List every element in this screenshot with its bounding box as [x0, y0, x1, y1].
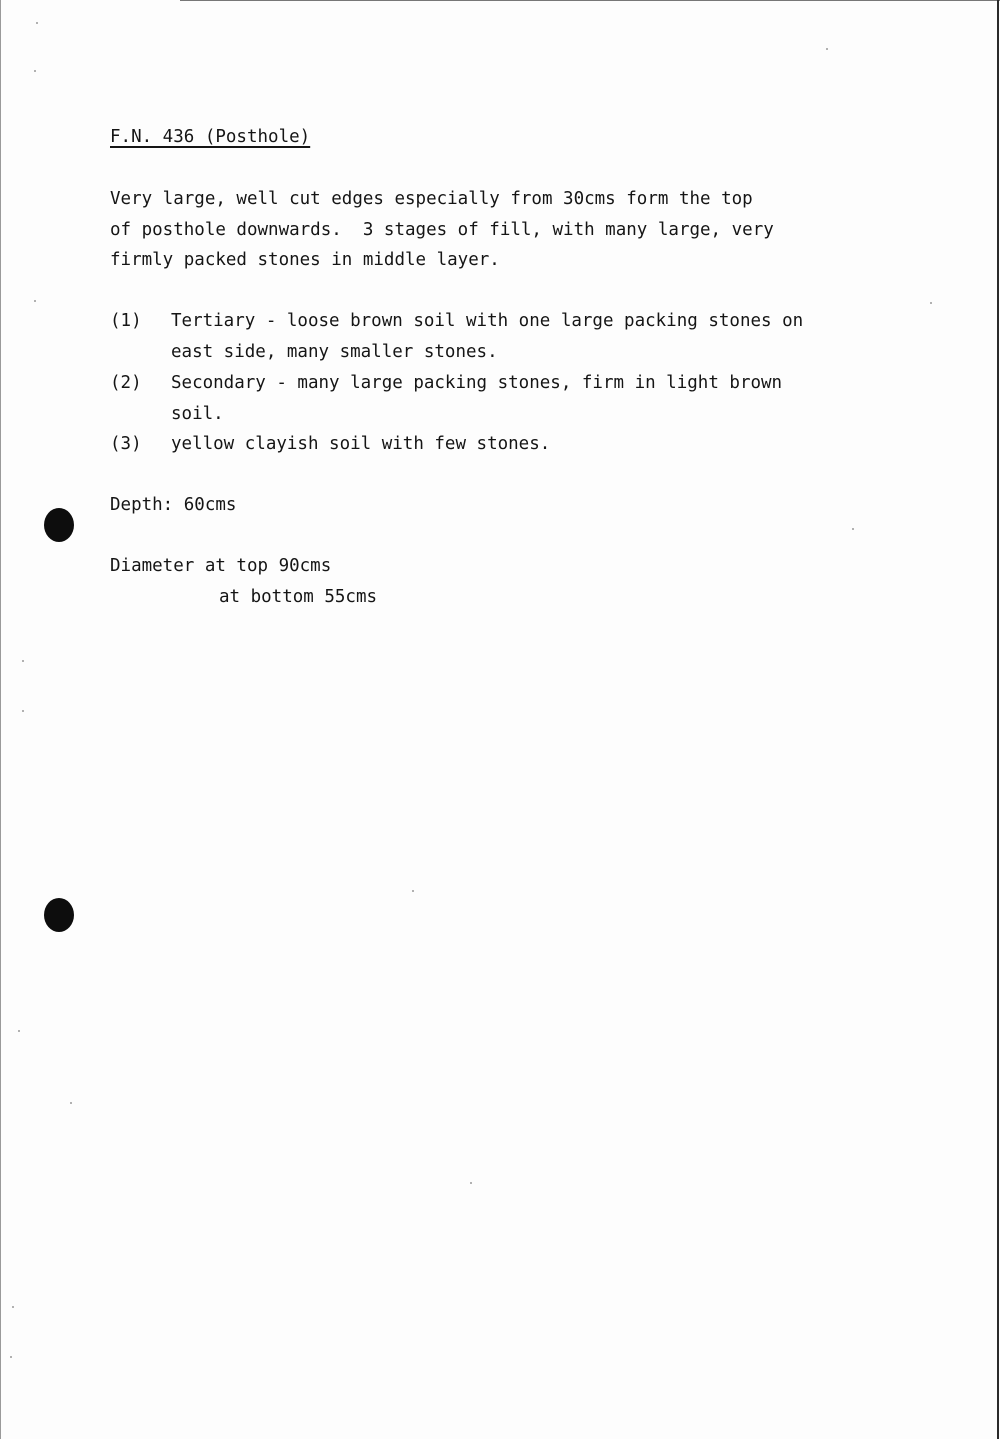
fill-layer-text — [171, 368, 782, 429]
description-line: Very large, well cut edges especially from 30cms form the top — [110, 189, 753, 209]
scan-speck — [34, 70, 36, 72]
fill-layer-number: (3) — [110, 434, 142, 454]
scan-speck — [36, 22, 38, 24]
record-heading: F.N. 436 (Posthole) — [110, 127, 311, 147]
scan-speck — [930, 302, 932, 304]
scan-speck — [852, 528, 854, 530]
fill-layer-text — [171, 429, 550, 460]
diameter-top-measurement: Diameter at top 90cms — [110, 556, 332, 576]
punch-hole-upper — [44, 508, 74, 542]
punch-hole-lower — [44, 898, 74, 932]
posthole-description — [110, 184, 774, 276]
scan-speck — [34, 300, 36, 302]
scan-speck — [470, 1182, 472, 1184]
page-right-edge — [997, 0, 999, 1439]
fill-layer-line: east side, many smaller stones. — [171, 341, 498, 362]
scan-speck — [22, 660, 24, 662]
scan-speck — [70, 1102, 72, 1104]
fill-layer-line: Secondary - many large packing stones, firm in light brown — [171, 373, 783, 393]
scan-speck — [12, 1306, 14, 1308]
page-top-edge — [180, 0, 1000, 1]
description-line: of posthole downwards. 3 stages of fill, with many large, very — [110, 219, 774, 240]
scan-speck — [826, 48, 828, 50]
fill-layer-number: (1) — [110, 311, 142, 331]
fill-layer-line: soil. — [171, 403, 224, 424]
scan-speck — [22, 710, 24, 712]
fill-layer-number: (2) — [110, 373, 142, 393]
fill-layer-line: Tertiary - loose brown soil with one large packing stones on — [171, 311, 804, 331]
diameter-bottom-measurement: at bottom 55cms — [219, 587, 378, 607]
fill-layer-line: yellow clayish soil with few stones. — [171, 434, 551, 454]
description-line: firmly packed stones in middle layer. — [110, 250, 500, 270]
depth-measurement: Depth: 60cms — [110, 495, 237, 515]
page-left-edge — [0, 0, 1, 1439]
scan-speck — [412, 890, 414, 892]
fill-layer-text — [171, 306, 803, 367]
scan-speck — [18, 1030, 20, 1032]
scan-speck — [10, 1356, 12, 1358]
